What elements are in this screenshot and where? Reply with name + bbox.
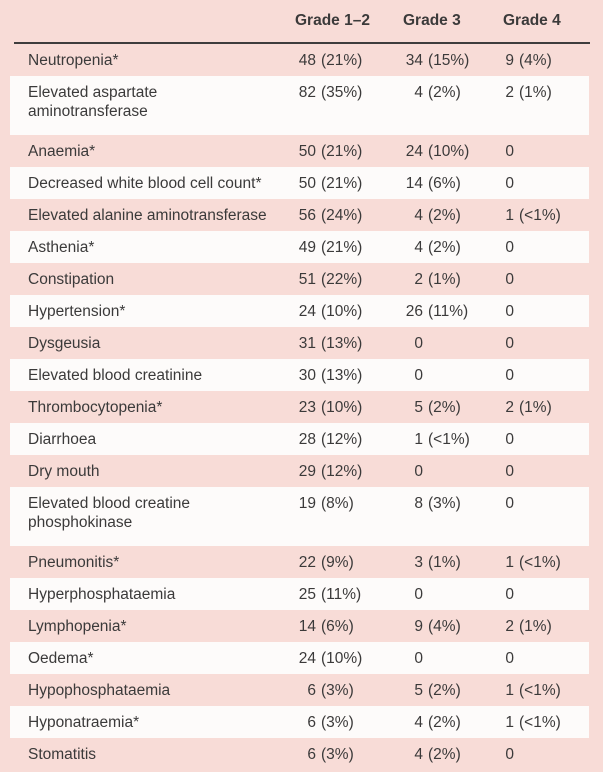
grade-1-2-percent: (10%): [321, 649, 363, 667]
adverse-event-label: Thrombocytopenia*: [28, 398, 163, 416]
grade-1-2-cell: [290, 142, 397, 161]
grade-3-percent: (3%): [428, 495, 461, 512]
table-row: [10, 487, 589, 546]
table-row: [10, 455, 589, 487]
grade-3-count: 4: [414, 84, 423, 101]
grade-1-2-count: 30: [298, 366, 316, 384]
grade-4-cell: [488, 494, 589, 513]
grade-4-cell: [488, 174, 589, 193]
grade-3-cell: [397, 366, 488, 385]
grade-4-count: 0: [505, 462, 514, 480]
grade-1-2-count: 19: [298, 495, 316, 512]
grade-4-cell: [488, 366, 589, 385]
grade-4-cell: [488, 270, 589, 289]
adverse-event-label: Elevated alanine aminotransferase: [28, 206, 267, 224]
table-row: [10, 44, 589, 76]
grade-3-cell: [397, 398, 488, 417]
adverse-event-label: Anaemia*: [28, 142, 96, 160]
grade-3-cell: [397, 462, 488, 481]
grade-1-2-count: 24: [298, 649, 316, 667]
grade-3-count: 4: [414, 238, 423, 256]
adverse-event-label: Elevated blood creatinine: [28, 366, 203, 384]
grade-4-count: 0: [505, 238, 514, 256]
grade-3-count: 0: [414, 462, 423, 480]
grade-1-2-count: 6: [307, 681, 316, 699]
grade-4-cell: [488, 649, 589, 668]
adverse-event-label: Elevated blood creatine phosphokinase: [28, 495, 191, 531]
grade-3-count: 5: [414, 681, 423, 699]
grade-1-2-percent: (21%): [321, 238, 363, 256]
grade-1-2-count: 28: [298, 430, 316, 448]
grade-3-count: 4: [414, 745, 423, 763]
grade-3-count: 0: [414, 649, 423, 667]
grade-3-cell: [397, 51, 488, 70]
grade-4-count: 1: [505, 681, 514, 699]
grade-3-count: 4: [414, 206, 423, 224]
grade-1-2-count: 25: [298, 585, 316, 603]
grade-4-count: 0: [505, 495, 514, 512]
grade-1-2-count: 6: [307, 745, 316, 763]
grade-1-2-cell: [290, 585, 397, 604]
grade-4-cell: [488, 238, 589, 257]
grade-1-2-percent: (10%): [321, 302, 363, 320]
grade-1-2-percent: (13%): [321, 334, 363, 352]
table-row: [10, 642, 589, 674]
grade-1-2-count: 49: [298, 238, 316, 256]
grade-4-count: 1: [505, 206, 514, 224]
table-row: [10, 167, 589, 199]
grade-3-percent: (2%): [428, 238, 461, 256]
table-row: [10, 674, 589, 706]
grade-4-count: 2: [505, 84, 514, 101]
adverse-event-label: Stomatitis: [28, 745, 97, 763]
grade-4-count: 0: [505, 142, 514, 160]
grade-4-count: 0: [505, 302, 514, 320]
grade-1-2-cell: [290, 302, 397, 321]
grade-1-2-percent: (13%): [321, 366, 363, 384]
table-body: [0, 44, 603, 770]
table-row: [10, 706, 589, 738]
grade-1-2-percent: (9%): [321, 553, 354, 571]
grade-1-2-cell: [290, 617, 397, 636]
grade-3-count: 0: [414, 366, 423, 384]
table-row: [10, 610, 589, 642]
grade-3-count: 1: [414, 430, 423, 448]
grade-1-2-percent: (3%): [321, 681, 354, 699]
adverse-event-label: Elevated aspartate aminotransferase: [28, 84, 158, 120]
grade-1-2-cell: [290, 238, 397, 257]
grade-3-cell: [397, 617, 488, 636]
grade-1-2-count: 31: [298, 334, 316, 352]
grade-3-count: 4: [414, 713, 423, 731]
grade-3-cell: [397, 270, 488, 289]
grade-1-2-percent: (3%): [321, 745, 354, 763]
grade-3-count: 26: [405, 302, 423, 320]
grade-4-count: 0: [505, 174, 514, 192]
grade-4-cell: [488, 302, 589, 321]
adverse-event-label: Oedema*: [28, 649, 94, 667]
grade-1-2-percent: (3%): [321, 713, 354, 731]
grade-4-count: 1: [505, 713, 514, 731]
grade-4-count: 2: [505, 398, 514, 416]
grade-4-cell: [488, 334, 589, 353]
grade-1-2-count: 22: [298, 553, 316, 571]
grade-3-cell: [397, 713, 488, 732]
column-header-grade-1-2: Grade 1–2: [295, 12, 370, 29]
grade-3-percent: (10%): [428, 142, 470, 160]
grade-1-2-cell: [290, 174, 397, 193]
grade-3-cell: [397, 83, 488, 102]
grade-4-cell: [488, 462, 589, 481]
grade-4-cell: [488, 617, 589, 636]
grade-1-2-percent: (6%): [321, 617, 354, 635]
grade-3-cell: [397, 334, 488, 353]
grade-3-percent: (2%): [428, 206, 461, 224]
grade-3-percent: (6%): [428, 174, 461, 192]
grade-1-2-cell: [290, 398, 397, 417]
adverse-event-label: Hypophosphataemia: [28, 681, 171, 699]
grade-1-2-count: 24: [298, 302, 316, 320]
grade-3-count: 9: [414, 617, 423, 635]
grade-3-cell: [397, 302, 488, 321]
grade-1-2-cell: [290, 51, 397, 70]
grade-4-percent: (1%): [519, 398, 552, 416]
grade-4-percent: (<1%): [519, 681, 561, 699]
grade-3-percent: (<1%): [428, 430, 470, 448]
adverse-event-label: Decreased white blood cell count*: [28, 174, 262, 192]
table-row: [10, 391, 589, 423]
adverse-event-label: Pneumonitis*: [28, 553, 120, 571]
table-row: [10, 327, 589, 359]
grade-4-count: 0: [505, 366, 514, 384]
grade-4-cell: [488, 745, 589, 764]
adverse-event-label: Constipation: [28, 270, 115, 288]
grade-3-percent: (1%): [428, 553, 461, 571]
grade-1-2-count: 50: [298, 142, 316, 160]
grade-1-2-count: 51: [298, 270, 316, 288]
grade-1-2-cell: [290, 462, 397, 481]
grade-4-cell: [488, 142, 589, 161]
grade-1-2-cell: [290, 430, 397, 449]
grade-4-cell: [488, 430, 589, 449]
table-row: [10, 135, 589, 167]
adverse-event-label: Lymphopenia*: [28, 617, 127, 635]
table-row: [10, 359, 589, 391]
grade-4-cell: [488, 681, 589, 700]
table-row: [10, 295, 589, 327]
grade-4-count: 0: [505, 745, 514, 763]
grade-1-2-percent: (21%): [321, 51, 363, 69]
grade-3-cell: [397, 430, 488, 449]
grade-3-count: 2: [414, 270, 423, 288]
grade-1-2-count: 14: [298, 617, 316, 635]
grade-1-2-cell: [290, 206, 397, 225]
grade-4-cell: [488, 83, 589, 102]
grade-3-count: 0: [414, 334, 423, 352]
grade-3-percent: (1%): [428, 270, 461, 288]
grade-3-count: 24: [405, 142, 423, 160]
grade-1-2-percent: (22%): [321, 270, 363, 288]
grade-3-cell: [397, 649, 488, 668]
grade-1-2-count: 82: [298, 84, 316, 101]
grade-1-2-count: 29: [298, 462, 316, 480]
grade-1-2-cell: [290, 745, 397, 764]
grade-4-cell: [488, 398, 589, 417]
grade-3-cell: [397, 553, 488, 572]
table-row: [10, 199, 589, 231]
grade-4-count: 0: [505, 270, 514, 288]
grade-3-count: 3: [414, 553, 423, 571]
grade-3-cell: [397, 238, 488, 257]
grade-1-2-percent: (12%): [321, 462, 363, 480]
grade-3-count: 34: [405, 51, 423, 69]
grade-4-cell: [488, 553, 589, 572]
adverse-event-label: Dry mouth: [28, 462, 100, 480]
table-row: [10, 738, 589, 770]
grade-3-cell: [397, 174, 488, 193]
grade-4-count: 0: [505, 334, 514, 352]
adverse-event-label: Hyponatraemia*: [28, 713, 140, 731]
grade-4-percent: (4%): [519, 51, 552, 69]
grade-3-percent: (2%): [428, 398, 461, 416]
grade-4-percent: (1%): [519, 84, 552, 101]
grade-4-cell: [488, 51, 589, 70]
column-header-grade-3: Grade 3: [403, 12, 461, 29]
grade-4-percent: (<1%): [519, 713, 561, 731]
grade-1-2-percent: (24%): [321, 206, 363, 224]
grade-4-cell: [488, 713, 589, 732]
table-row: [10, 423, 589, 455]
grade-3-cell: [397, 681, 488, 700]
grade-4-count: 0: [505, 430, 514, 448]
grade-3-percent: (2%): [428, 745, 461, 763]
grade-3-count: 5: [414, 398, 423, 416]
table-header-row: [10, 0, 589, 42]
grade-3-cell: [397, 585, 488, 604]
grade-4-cell: [488, 206, 589, 225]
grade-4-count: 0: [505, 649, 514, 667]
adverse-event-label: Dysgeusia: [28, 334, 101, 352]
grade-3-percent: (4%): [428, 617, 461, 635]
grade-1-2-count: 48: [298, 51, 316, 69]
grade-4-percent: (1%): [519, 617, 552, 635]
grade-1-2-percent: (12%): [321, 430, 363, 448]
grade-3-cell: [397, 142, 488, 161]
grade-4-percent: (<1%): [519, 553, 561, 571]
grade-1-2-cell: [290, 494, 397, 513]
grade-1-2-count: 6: [307, 713, 316, 731]
grade-1-2-count: 23: [298, 398, 316, 416]
grade-1-2-percent: (8%): [321, 495, 354, 512]
table-row: [10, 263, 589, 295]
grade-3-cell: [397, 206, 488, 225]
grade-3-count: 8: [414, 495, 423, 512]
grade-3-count: 0: [414, 585, 423, 603]
grade-1-2-cell: [290, 553, 397, 572]
grade-1-2-count: 56: [298, 206, 316, 224]
grade-1-2-percent: (10%): [321, 398, 363, 416]
grade-1-2-count: 50: [298, 174, 316, 192]
grade-3-percent: (2%): [428, 84, 461, 101]
grade-1-2-cell: [290, 334, 397, 353]
grade-3-percent: (11%): [428, 302, 469, 320]
grade-3-percent: (15%): [428, 51, 470, 69]
column-header-grade-4: Grade 4: [503, 12, 561, 29]
table-row: [10, 578, 589, 610]
table-row: [10, 76, 589, 135]
table-row: [10, 231, 589, 263]
grade-1-2-cell: [290, 83, 397, 102]
adverse-event-label: Diarrhoea: [28, 430, 97, 448]
grade-4-count: 2: [505, 617, 514, 635]
adverse-event-label: Neutropenia*: [28, 51, 119, 69]
adverse-event-label: Hyperphosphataemia: [28, 585, 176, 603]
grade-4-cell: [488, 585, 589, 604]
grade-1-2-percent: (21%): [321, 174, 363, 192]
grade-3-percent: (2%): [428, 713, 461, 731]
grade-3-count: 14: [405, 174, 423, 192]
grade-1-2-cell: [290, 713, 397, 732]
adverse-event-label: Asthenia*: [28, 238, 95, 256]
grade-1-2-cell: [290, 681, 397, 700]
grade-1-2-percent: (11%): [321, 585, 362, 603]
grade-3-cell: [397, 494, 488, 513]
adverse-event-label: Hypertension*: [28, 302, 126, 320]
grade-3-cell: [397, 745, 488, 764]
grade-4-count: 0: [505, 585, 514, 603]
grade-1-2-percent: (35%): [321, 84, 363, 101]
grade-1-2-percent: (21%): [321, 142, 363, 160]
grade-1-2-cell: [290, 270, 397, 289]
grade-3-percent: (2%): [428, 681, 461, 699]
grade-4-percent: (<1%): [519, 206, 561, 224]
grade-1-2-cell: [290, 366, 397, 385]
grade-1-2-cell: [290, 649, 397, 668]
table-row: [10, 546, 589, 578]
grade-4-count: 9: [505, 51, 514, 69]
grade-4-count: 1: [505, 553, 514, 571]
